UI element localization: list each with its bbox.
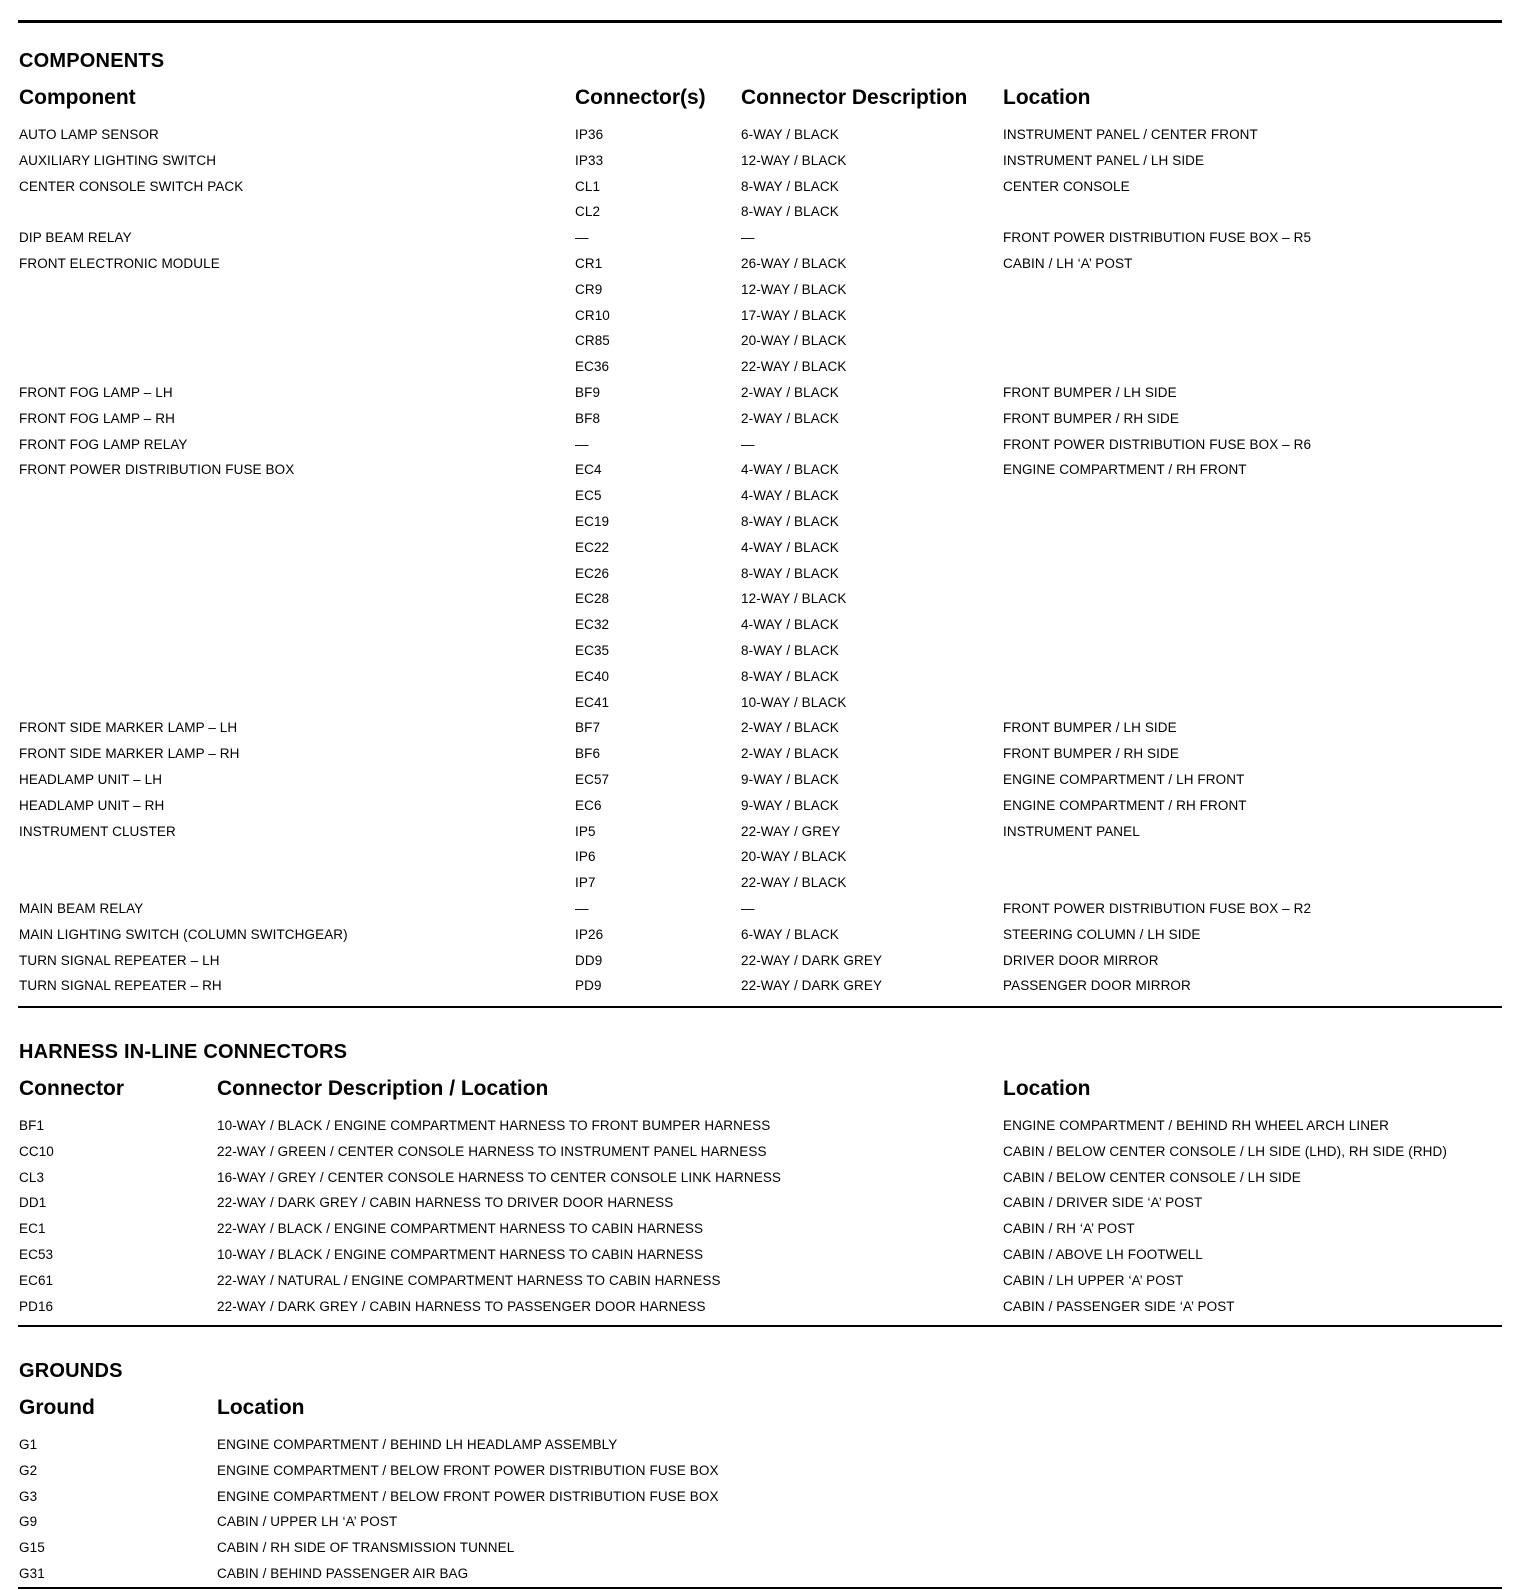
table-row (0, 281, 1520, 306)
grounds-header-location: Location (217, 1396, 305, 1419)
connector-description: 8-WAY / BLACK (741, 668, 839, 684)
table-row (0, 152, 1520, 177)
components-title: COMPONENTS (19, 50, 165, 72)
connector-description: 9-WAY / BLACK (741, 797, 839, 813)
table-row (0, 487, 1520, 512)
connector-description: 22-WAY / GREY (741, 823, 841, 839)
component-location: FRONT BUMPER / RH SIDE (1003, 746, 1179, 762)
connector-description: 22-WAY / BLACK (741, 359, 847, 375)
connector-description: 6-WAY / BLACK (741, 926, 839, 942)
table-row (0, 229, 1520, 254)
table-row (0, 307, 1520, 332)
table-row (0, 1220, 1520, 1245)
table-row (0, 926, 1520, 951)
connector-description: 16-WAY / GREY / CENTER CONSOLE HARNESS TO CENTER CONSOLE LINK HARNESS (217, 1169, 782, 1185)
table-row (0, 1194, 1520, 1219)
table-row (0, 332, 1520, 357)
component-location: ENGINE COMPARTMENT / RH FRONT (1003, 462, 1247, 478)
connector-description: 6-WAY / BLACK (741, 127, 839, 142)
harness-title: HARNESS IN-LINE CONNECTORS (19, 1041, 348, 1063)
connector-id: CR1 (575, 256, 603, 271)
table-row (0, 874, 1520, 899)
connector-id: IP6 (575, 849, 596, 865)
ground-location: CABIN / RH SIDE OF TRANSMISSION TUNNEL (217, 1540, 515, 1556)
connector-description: 8-WAY / BLACK (741, 514, 839, 529)
connector-description: 12-WAY / BLACK (741, 152, 847, 168)
connector-description: 10-WAY / BLACK (741, 694, 847, 710)
connector-id: EC1 (19, 1221, 46, 1237)
ground-id: G31 (19, 1566, 45, 1581)
connector-description: 10-WAY / BLACK / ENGINE COMPARTMENT HARNESS TO CABIN HARNESS (217, 1247, 704, 1262)
table-row (0, 977, 1520, 1002)
table-row (0, 1539, 1520, 1564)
connector-description: — (741, 901, 755, 916)
component-name: TURN SIGNAL REPEATER – LH (19, 952, 220, 968)
table-row (0, 952, 1520, 977)
connector-id: CL3 (19, 1169, 45, 1185)
connector-description: 4-WAY / BLACK (741, 617, 839, 633)
ground-location: ENGINE COMPARTMENT / BELOW FRONT POWER DISTRIBUTION FUSE BOX (217, 1462, 719, 1478)
connector-id: EC6 (575, 797, 602, 813)
connector-id: EC19 (575, 514, 610, 529)
connector-description: 22-WAY / DARK GREY / CABIN HARNESS TO DRIVER DOOR HARNESS (217, 1195, 674, 1211)
table-row (0, 539, 1520, 564)
connector-description: 22-WAY / BLACK / ENGINE COMPARTMENT HARNESS TO CABIN HARNESS (217, 1221, 704, 1237)
component-location: STEERING COLUMN / LH SIDE (1003, 926, 1201, 942)
table-row (0, 1488, 1520, 1513)
ground-id: G3 (19, 1488, 38, 1504)
component-name: FRONT FOG LAMP RELAY (19, 436, 188, 452)
connector-location: CABIN / BELOW CENTER CONSOLE / LH SIDE (1003, 1169, 1301, 1185)
table-row (0, 745, 1520, 770)
table-row (0, 358, 1520, 383)
connector-id: EC40 (575, 668, 610, 684)
ground-location: ENGINE COMPARTMENT / BEHIND LH HEADLAMP ASSEMBLY (217, 1437, 618, 1452)
connector-id: CR85 (575, 333, 610, 349)
connector-id: EC4 (575, 462, 602, 478)
connector-description: 4-WAY / BLACK (741, 462, 839, 478)
connector-id: EC57 (575, 772, 610, 787)
connector-id: IP26 (575, 926, 604, 942)
component-location: DRIVER DOOR MIRROR (1003, 952, 1159, 968)
connector-id: EC61 (19, 1272, 54, 1288)
connector-id: — (575, 901, 589, 916)
connector-location: CABIN / BELOW CENTER CONSOLE / LH SIDE (LHD), RH SIDE (RHD) (1003, 1143, 1447, 1159)
connector-id: DD9 (575, 952, 603, 968)
table-row (0, 126, 1520, 151)
connector-id: BF7 (575, 720, 601, 736)
connector-id: — (575, 230, 589, 246)
table-row (0, 384, 1520, 409)
connector-id: EC32 (575, 617, 610, 633)
component-name: FRONT FOG LAMP – LH (19, 385, 173, 400)
table-row (0, 642, 1520, 667)
connector-id: EC28 (575, 591, 610, 607)
table-row (0, 1436, 1520, 1461)
table-row (0, 203, 1520, 228)
table-row (0, 1513, 1520, 1538)
connector-id: DD1 (19, 1195, 47, 1211)
harness-header-description: Connector Description / Location (217, 1077, 549, 1100)
component-name: FRONT ELECTRONIC MODULE (19, 256, 220, 271)
component-location: FRONT POWER DISTRIBUTION FUSE BOX – R6 (1003, 436, 1312, 452)
components-header-connectors: Connector(s) (575, 86, 706, 109)
connector-description: 2-WAY / BLACK (741, 746, 839, 762)
connector-id: CR10 (575, 307, 610, 323)
connector-id: EC41 (575, 694, 610, 710)
ground-id: G2 (19, 1462, 38, 1478)
connector-description: 2-WAY / BLACK (741, 385, 839, 400)
connector-id: — (575, 436, 589, 452)
component-location: FRONT POWER DISTRIBUTION FUSE BOX – R2 (1003, 901, 1312, 916)
table-row (0, 410, 1520, 435)
components-header-location: Location (1003, 86, 1091, 109)
table-row (0, 616, 1520, 641)
ground-location: CABIN / UPPER LH ‘A’ POST (217, 1514, 398, 1530)
table-row (0, 771, 1520, 796)
connector-location: CABIN / RH ‘A’ POST (1003, 1221, 1135, 1237)
component-location: INSTRUMENT PANEL (1003, 823, 1140, 839)
connector-id: IP7 (575, 875, 596, 891)
component-location: INSTRUMENT PANEL / LH SIDE (1003, 152, 1205, 168)
connector-description: 12-WAY / BLACK (741, 281, 847, 297)
table-row (0, 848, 1520, 873)
connector-id: IP36 (575, 127, 604, 142)
table-row (0, 436, 1520, 461)
connector-description: 4-WAY / BLACK (741, 539, 839, 555)
table-row (0, 1117, 1520, 1142)
top-rule (18, 20, 1502, 23)
connector-description: 8-WAY / BLACK (741, 204, 839, 220)
connector-description: 20-WAY / BLACK (741, 849, 847, 865)
connector-description: 8-WAY / BLACK (741, 178, 839, 194)
table-row (0, 178, 1520, 203)
connector-description: 22-WAY / NATURAL / ENGINE COMPARTMENT HARNESS TO CABIN HARNESS (217, 1272, 721, 1288)
connector-description: 10-WAY / BLACK / ENGINE COMPARTMENT HARNESS TO FRONT BUMPER HARNESS (217, 1118, 771, 1133)
connector-description: 2-WAY / BLACK (741, 410, 839, 426)
connector-id: CL1 (575, 178, 601, 194)
connector-description: 22-WAY / DARK GREY (741, 978, 883, 994)
section-rule (18, 1006, 1502, 1008)
connector-description: 12-WAY / BLACK (741, 591, 847, 607)
table-row (0, 1143, 1520, 1168)
connector-id: IP5 (575, 823, 596, 839)
connector-id: EC36 (575, 359, 610, 375)
connector-id: PD9 (575, 978, 602, 994)
connector-id: CL2 (575, 204, 601, 220)
connector-id: IP33 (575, 152, 604, 168)
table-row (0, 900, 1520, 925)
connector-id: CR9 (575, 281, 603, 297)
connector-id: EC53 (19, 1247, 54, 1262)
component-name: FRONT SIDE MARKER LAMP – LH (19, 720, 238, 736)
table-row (0, 255, 1520, 280)
table-row (0, 590, 1520, 615)
connector-description: 22-WAY / DARK GREY / CABIN HARNESS TO PASSENGER DOOR HARNESS (217, 1298, 706, 1314)
connector-description: 8-WAY / BLACK (741, 643, 839, 658)
connector-id: EC22 (575, 539, 610, 555)
table-row (0, 719, 1520, 744)
harness-header-location: Location (1003, 1077, 1091, 1100)
component-location: ENGINE COMPARTMENT / LH FRONT (1003, 772, 1245, 787)
connector-description: 22-WAY / BLACK (741, 875, 847, 891)
component-location: FRONT BUMPER / LH SIDE (1003, 385, 1177, 400)
table-row (0, 565, 1520, 590)
connector-id: PD16 (19, 1298, 54, 1314)
connector-description: — (741, 230, 755, 246)
connector-description: 9-WAY / BLACK (741, 772, 839, 787)
component-name: DIP BEAM RELAY (19, 230, 132, 246)
connector-location: CABIN / DRIVER SIDE ‘A’ POST (1003, 1195, 1203, 1211)
table-row (0, 823, 1520, 848)
table-row (0, 461, 1520, 486)
ground-id: G9 (19, 1514, 38, 1530)
component-location: FRONT POWER DISTRIBUTION FUSE BOX – R5 (1003, 230, 1312, 246)
connector-description: 22-WAY / GREEN / CENTER CONSOLE HARNESS TO INSTRUMENT PANEL HARNESS (217, 1143, 767, 1159)
connector-id: BF6 (575, 746, 601, 762)
table-row (0, 668, 1520, 693)
connector-description: 8-WAY / BLACK (741, 565, 839, 581)
component-name: FRONT POWER DISTRIBUTION FUSE BOX (19, 462, 295, 478)
ground-id: G15 (19, 1540, 45, 1556)
table-row (0, 1246, 1520, 1271)
connector-description: 17-WAY / BLACK (741, 307, 847, 323)
table-row (0, 513, 1520, 538)
component-location: CENTER CONSOLE (1003, 178, 1130, 194)
components-header-component: Component (19, 86, 136, 109)
connector-location: CABIN / ABOVE LH FOOTWELL (1003, 1247, 1203, 1262)
component-location: PASSENGER DOOR MIRROR (1003, 978, 1191, 994)
component-location: FRONT BUMPER / LH SIDE (1003, 720, 1177, 736)
table-row (0, 1298, 1520, 1323)
ground-location: ENGINE COMPARTMENT / BELOW FRONT POWER DISTRIBUTION FUSE BOX (217, 1488, 719, 1504)
connector-id: EC35 (575, 643, 610, 658)
component-name: MAIN LIGHTING SWITCH (COLUMN SWITCHGEAR) (19, 926, 348, 942)
connector-description: 22-WAY / DARK GREY (741, 952, 883, 968)
component-name: INSTRUMENT CLUSTER (19, 823, 176, 839)
connector-location: ENGINE COMPARTMENT / BEHIND RH WHEEL ARCH LINER (1003, 1118, 1390, 1133)
ground-location: CABIN / BEHIND PASSENGER AIR BAG (217, 1566, 469, 1581)
table-row (0, 1462, 1520, 1487)
connector-id: CC10 (19, 1143, 54, 1159)
table-row (0, 1169, 1520, 1194)
connector-description: 20-WAY / BLACK (741, 333, 847, 349)
connector-description: 4-WAY / BLACK (741, 488, 839, 504)
connector-id: BF8 (575, 410, 601, 426)
component-name: HEADLAMP UNIT – LH (19, 772, 163, 787)
component-name: AUTO LAMP SENSOR (19, 127, 159, 142)
table-row (0, 797, 1520, 822)
connector-id: BF9 (575, 385, 601, 400)
component-name: FRONT SIDE MARKER LAMP – RH (19, 746, 240, 762)
table-row (0, 694, 1520, 719)
components-header-description: Connector Description (741, 86, 968, 109)
connector-location: CABIN / PASSENGER SIDE ‘A’ POST (1003, 1298, 1235, 1314)
section-rule (18, 1325, 1502, 1327)
component-location: FRONT BUMPER / RH SIDE (1003, 410, 1179, 426)
component-name: MAIN BEAM RELAY (19, 901, 144, 916)
component-name: FRONT FOG LAMP – RH (19, 410, 175, 426)
component-location: ENGINE COMPARTMENT / RH FRONT (1003, 797, 1247, 813)
ground-id: G1 (19, 1437, 38, 1452)
connector-location: CABIN / LH UPPER ‘A’ POST (1003, 1272, 1184, 1288)
connector-description: 26-WAY / BLACK (741, 256, 847, 271)
connector-id: BF1 (19, 1118, 45, 1133)
harness-header-connector: Connector (19, 1077, 124, 1100)
bottom-rule (18, 1587, 1502, 1589)
component-name: AUXILIARY LIGHTING SWITCH (19, 152, 217, 168)
connector-description: — (741, 436, 755, 452)
table-row (0, 1272, 1520, 1297)
connector-id: EC5 (575, 488, 602, 504)
component-name: TURN SIGNAL REPEATER – RH (19, 978, 222, 994)
grounds-title: GROUNDS (19, 1360, 123, 1382)
connector-id: EC26 (575, 565, 610, 581)
component-location: CABIN / LH ‘A’ POST (1003, 256, 1133, 271)
component-location: INSTRUMENT PANEL / CENTER FRONT (1003, 127, 1258, 142)
component-name: HEADLAMP UNIT – RH (19, 797, 165, 813)
connector-description: 2-WAY / BLACK (741, 720, 839, 736)
component-name: CENTER CONSOLE SWITCH PACK (19, 178, 244, 194)
grounds-header-ground: Ground (19, 1396, 95, 1419)
